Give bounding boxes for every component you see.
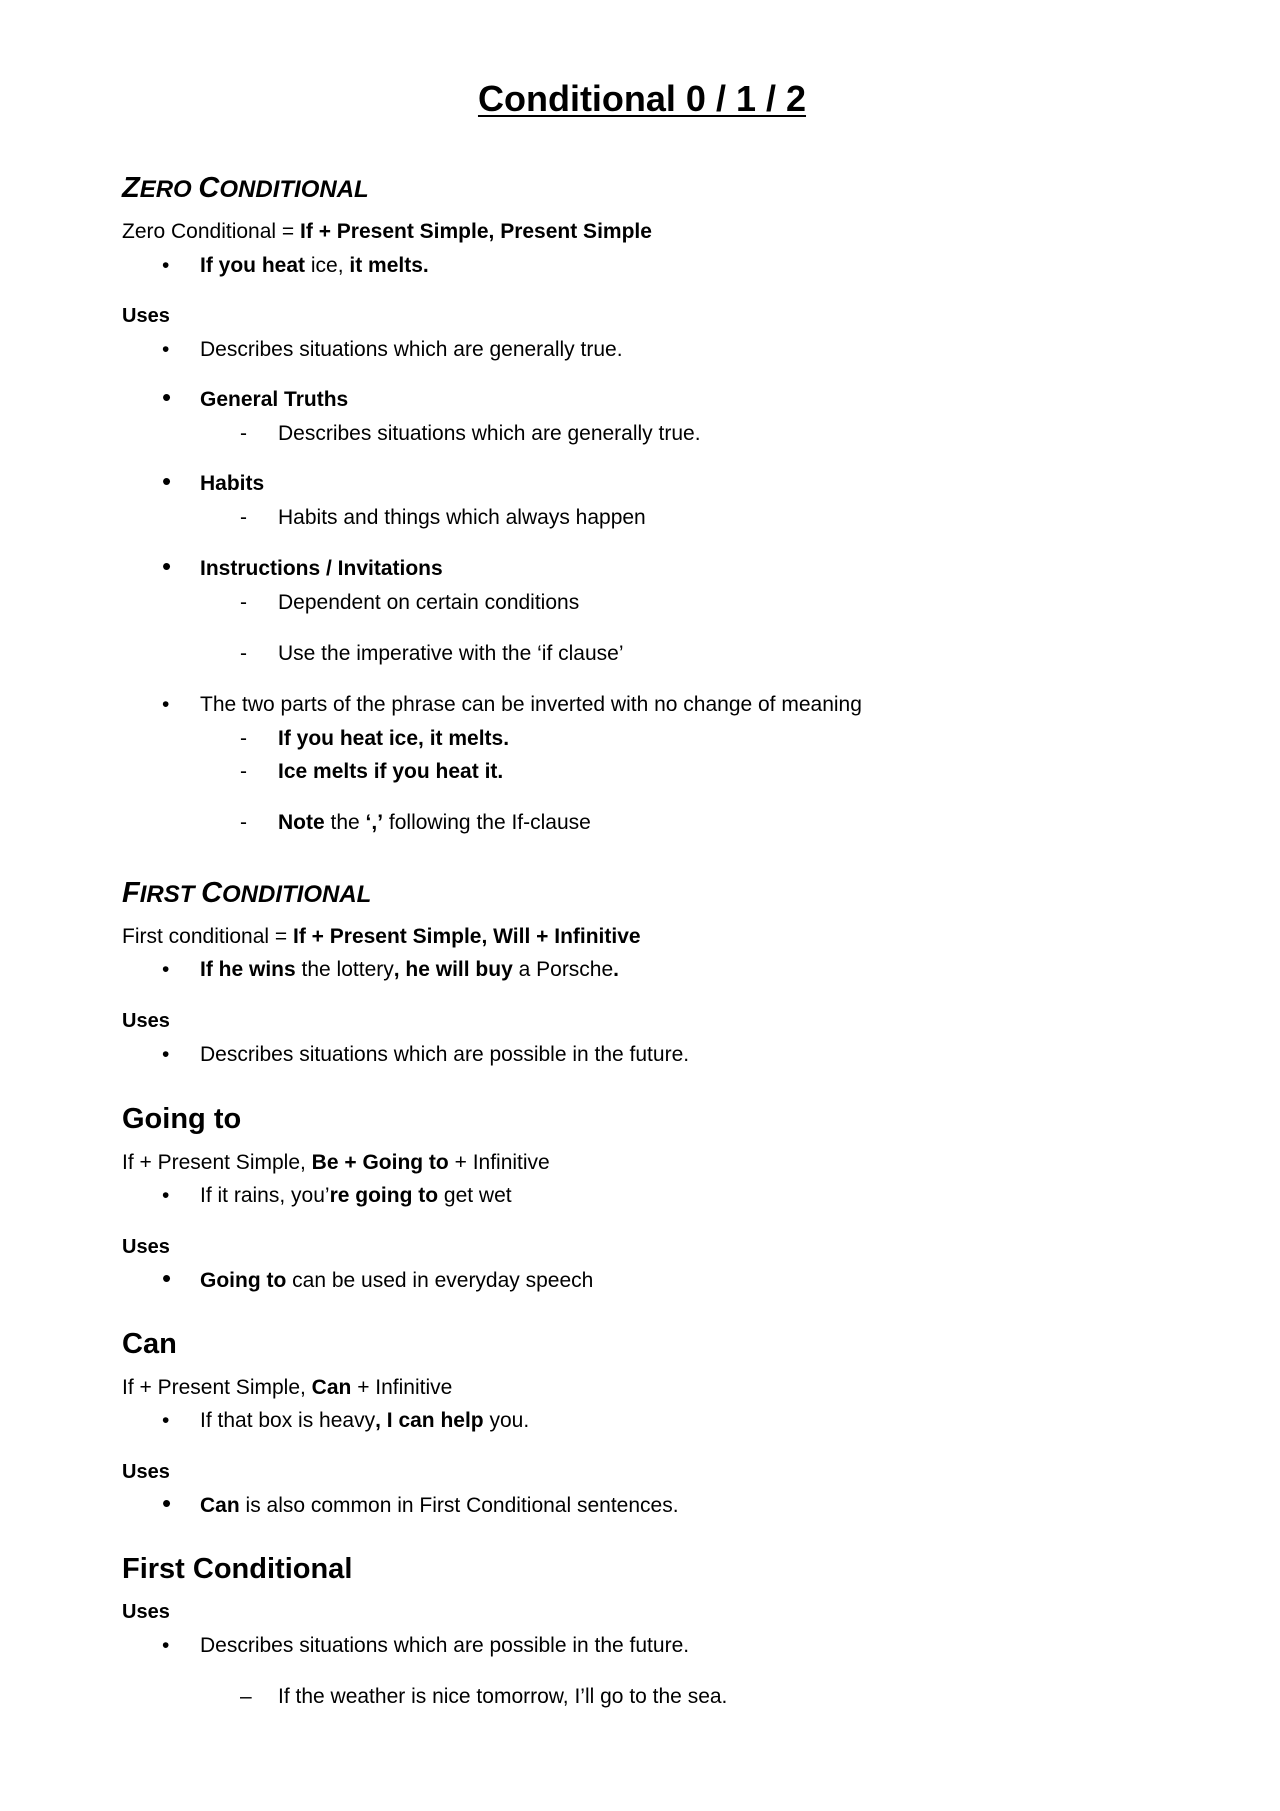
- bullet-icon: •: [162, 1263, 172, 1293]
- dash-icon: -: [240, 727, 247, 750]
- zero-formula: Zero Conditional = If + Present Simple, Present Simple: [122, 220, 652, 243]
- zero-uses-label: Uses: [122, 305, 170, 327]
- bullet-icon: •: [162, 254, 170, 277]
- zero-conditional-heading: ZERO CONDITIONAL: [122, 172, 369, 204]
- dash-icon: -: [240, 760, 247, 783]
- going-to-formula: If + Present Simple, Be + Going to + Infinitive: [122, 1151, 550, 1174]
- first2-uses-label: Uses: [122, 1601, 170, 1623]
- first-conditional-heading-2: First Conditional: [122, 1553, 353, 1585]
- bullet-icon: •: [162, 338, 170, 361]
- first-formula: First conditional = If + Present Simple, Will + Infinitive: [122, 925, 641, 948]
- bullet-icon: •: [162, 958, 170, 981]
- can-uses-label: Uses: [122, 1461, 170, 1483]
- bullet-icon: •: [162, 1634, 170, 1657]
- dash-icon: -: [240, 506, 247, 529]
- bullet-icon: •: [162, 551, 172, 581]
- can-formula: If + Present Simple, Can + Infinitive: [122, 1376, 453, 1399]
- going-to-uses-label: Uses: [122, 1236, 170, 1258]
- going-to-heading: Going to: [122, 1103, 242, 1135]
- bullet-icon: •: [162, 1043, 170, 1066]
- bullet-icon: •: [162, 466, 172, 496]
- can-heading: Can: [122, 1328, 177, 1360]
- bullet-icon: •: [162, 1409, 170, 1432]
- dash-icon: -: [240, 811, 247, 834]
- bullet-icon: •: [162, 693, 170, 716]
- dash-icon: –: [240, 1685, 252, 1708]
- dash-icon: -: [240, 591, 247, 614]
- first-uses-label: Uses: [122, 1010, 170, 1032]
- page-title: Conditional 0 / 1 / 2: [477, 78, 807, 119]
- dash-icon: -: [240, 642, 247, 665]
- bullet-icon: •: [162, 1488, 172, 1518]
- dash-icon: -: [240, 422, 247, 445]
- bullet-icon: •: [162, 1184, 170, 1207]
- first-conditional-heading: FIRST CONDITIONAL: [122, 877, 372, 909]
- bullet-icon: •: [162, 382, 172, 412]
